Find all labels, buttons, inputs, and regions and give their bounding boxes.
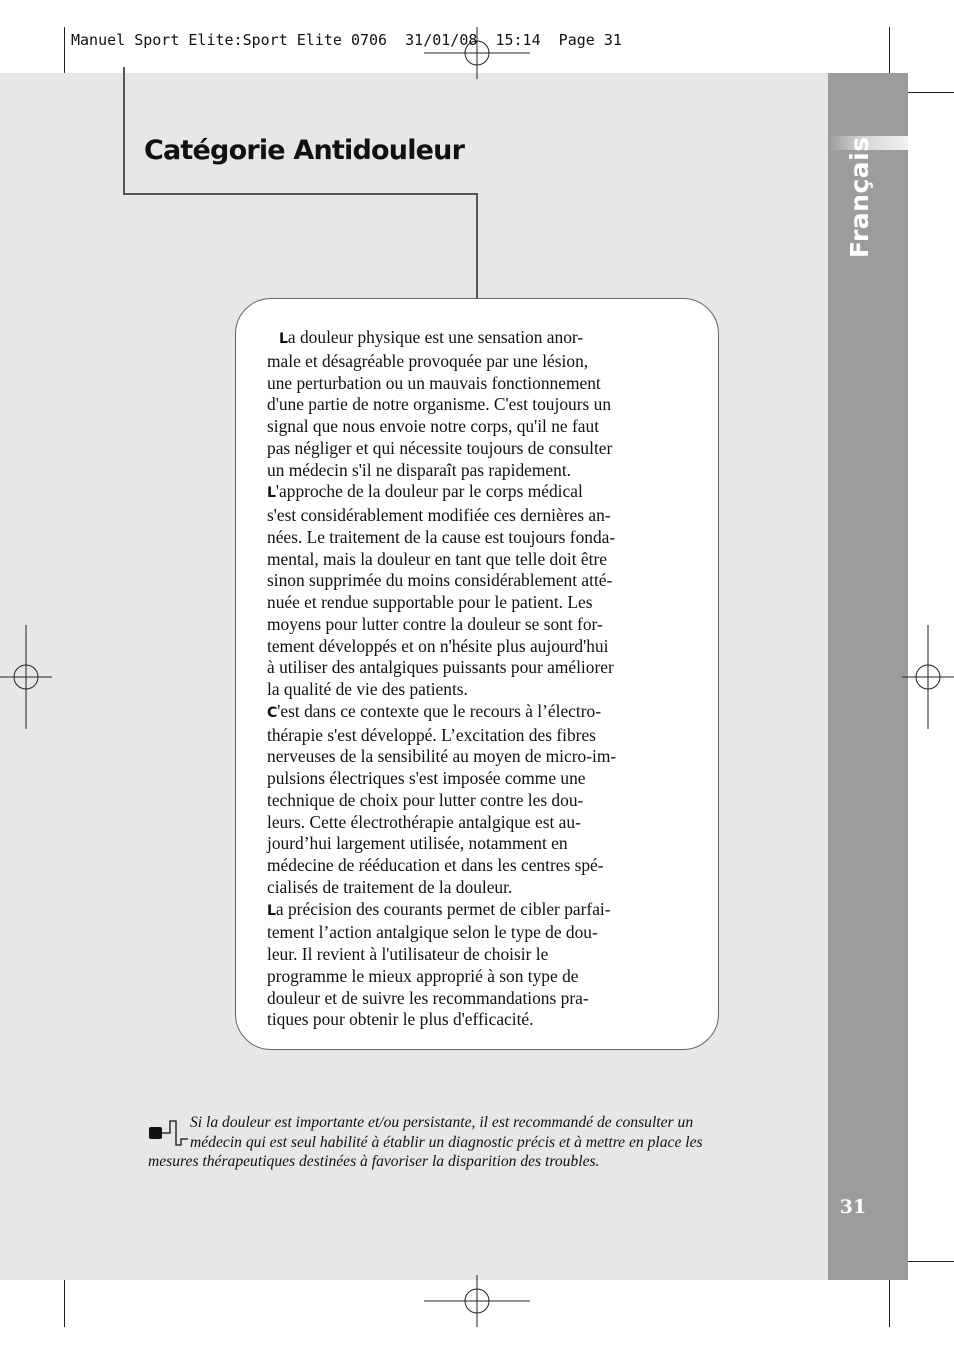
body-line-text: 'approche de la douleur par le corps médical — [275, 481, 583, 502]
body-line — [267, 701, 692, 725]
body-line — [267, 373, 692, 395]
body-line — [267, 877, 692, 899]
body-line — [267, 636, 692, 658]
body-line — [267, 460, 692, 482]
crop-mark — [889, 1275, 890, 1327]
body-line — [267, 351, 692, 373]
body-line — [267, 657, 692, 679]
body-line — [267, 481, 692, 505]
body-line — [267, 855, 692, 877]
body-line — [267, 592, 692, 614]
body-line-text: tiques pour obtenir le plus d'efficacité. — [267, 1009, 534, 1030]
body-line-text: tement l’action antalgique selon le type de dou- — [267, 922, 598, 943]
body-line — [267, 679, 692, 701]
body-line-text: pas négliger et qui nécessite toujours de consulter — [267, 437, 613, 458]
body-line-text: programme le mieux approprié à son type de — [267, 965, 579, 986]
body-line-text: a douleur physique est une sensation anor- — [287, 327, 584, 347]
body-line — [267, 327, 692, 351]
body-line-text: moyens pour lutter contre la douleur se sont for- — [267, 613, 603, 634]
body-line-text: la qualité de vie des patients. — [267, 679, 468, 699]
body-line — [267, 922, 692, 944]
registration-mark-left — [0, 625, 52, 729]
print-slug: Manuel Sport Elite:Sport Elite 0706 31/01/08 15:14 Page 31 — [71, 31, 622, 49]
body-line — [267, 505, 692, 527]
body-paragraph — [267, 481, 692, 701]
body-line-text: un médecin s'il ne disparaît pas rapidement. — [267, 459, 571, 480]
registration-mark-top — [424, 27, 530, 79]
body-line-text: nuée et rendue supportable pour le patient. Les — [267, 592, 593, 612]
crop-mark — [902, 92, 954, 93]
note-line: mesures thérapeutiques destinées à favoriser la disparition des troubles. — [148, 1153, 600, 1170]
body-line-text: 'est dans ce contexte que le recours à l’électro- — [277, 700, 602, 721]
body-line-text: technique de choix pour lutter contre les dou- — [267, 789, 584, 810]
warning-note — [148, 1113, 808, 1172]
body-text — [267, 327, 692, 1031]
body-line-text: s'est considérablement modifiée ces dernières an- — [267, 505, 611, 525]
body-line-text: a précision des courants permet de cibler parfai- — [275, 898, 611, 919]
body-line-text: thérapie s'est développé. L’excitation des fibres — [267, 724, 596, 745]
title-frame-left — [123, 67, 125, 194]
body-line — [267, 768, 692, 790]
body-paragraph — [267, 899, 692, 1032]
body-line — [267, 899, 692, 923]
body-line — [267, 614, 692, 636]
body-line-text: pulsions électriques s'est imposée comme une — [267, 768, 586, 788]
note-line: médecin qui est seul habilité à établir un diagnostic précis et à mettre en place les — [190, 1133, 703, 1151]
registration-mark-bottom — [424, 1275, 530, 1327]
body-line — [267, 833, 692, 855]
body-line-text: leur. Il revient à l'utilisateur de choisir le — [267, 944, 549, 964]
crop-mark — [889, 27, 890, 78]
body-paragraph — [267, 327, 692, 481]
body-line-text: nées. Le traitement de la cause est toujours fonda- — [267, 526, 616, 547]
body-line — [267, 944, 692, 966]
body-line-text: mental, mais la douleur en tant que telle doit être — [267, 548, 607, 569]
language-label: Français — [845, 136, 874, 258]
body-line — [267, 790, 692, 812]
crop-mark — [64, 27, 65, 78]
body-line — [267, 725, 692, 747]
initial-letter: C — [267, 704, 278, 721]
body-line-text: médecine de rééducation et dans les centres spé- — [267, 855, 604, 875]
title-frame-connector — [476, 193, 478, 299]
body-line-text: d'une partie de notre organisme. C'est toujours un — [267, 394, 612, 415]
body-line — [267, 1009, 692, 1031]
body-line — [267, 416, 692, 438]
body-line — [267, 570, 692, 592]
body-line — [267, 988, 692, 1010]
page-number: 31 — [839, 1196, 867, 1218]
initial-letter: L — [267, 902, 276, 919]
page-title: Catégorie Antidouleur — [144, 135, 465, 166]
body-line-text: une perturbation ou un mauvais fonctionnement — [267, 372, 601, 393]
body-line — [267, 549, 692, 571]
registration-mark-right — [902, 625, 954, 729]
body-line-text: nerveuses de la sensibilité au moyen de micro-im- — [267, 746, 617, 767]
crop-mark — [64, 1275, 65, 1327]
body-line-text: tement développés et on n'hésite plus aujourd'hui — [267, 635, 609, 656]
body-line — [267, 746, 692, 768]
body-line-text: douleur et de suivre les recommandations pra- — [267, 987, 589, 1008]
body-line — [267, 394, 692, 416]
body-line — [267, 438, 692, 460]
body-line — [267, 527, 692, 549]
body-line-text: sinon supprimée du moins considérablement atté- — [267, 570, 613, 591]
initial-letter: L — [279, 331, 288, 347]
body-line-text: leurs. Cette électrothérapie antalgique est au- — [267, 811, 581, 832]
note-line: Si la douleur est importante et/ou persistante, il est recommandé de consulter un — [190, 1114, 694, 1131]
body-paragraph — [267, 701, 692, 899]
body-line-text: male et désagréable provoquée par une lésion, — [267, 350, 589, 371]
body-line — [267, 812, 692, 834]
body-line-text: jourd’hui largement utilisée, notamment en — [267, 833, 568, 854]
body-line-text: à utiliser des antalgiques puissants pour améliorer — [267, 657, 614, 678]
body-line-text: signal que nous envoie notre corps, qu'il ne faut — [267, 416, 600, 436]
body-line — [267, 966, 692, 988]
title-frame-bottom — [123, 193, 478, 195]
crop-mark — [902, 1261, 954, 1262]
initial-letter: L — [267, 485, 276, 502]
body-line-text: cialisés de traitement de la douleur. — [267, 876, 513, 897]
